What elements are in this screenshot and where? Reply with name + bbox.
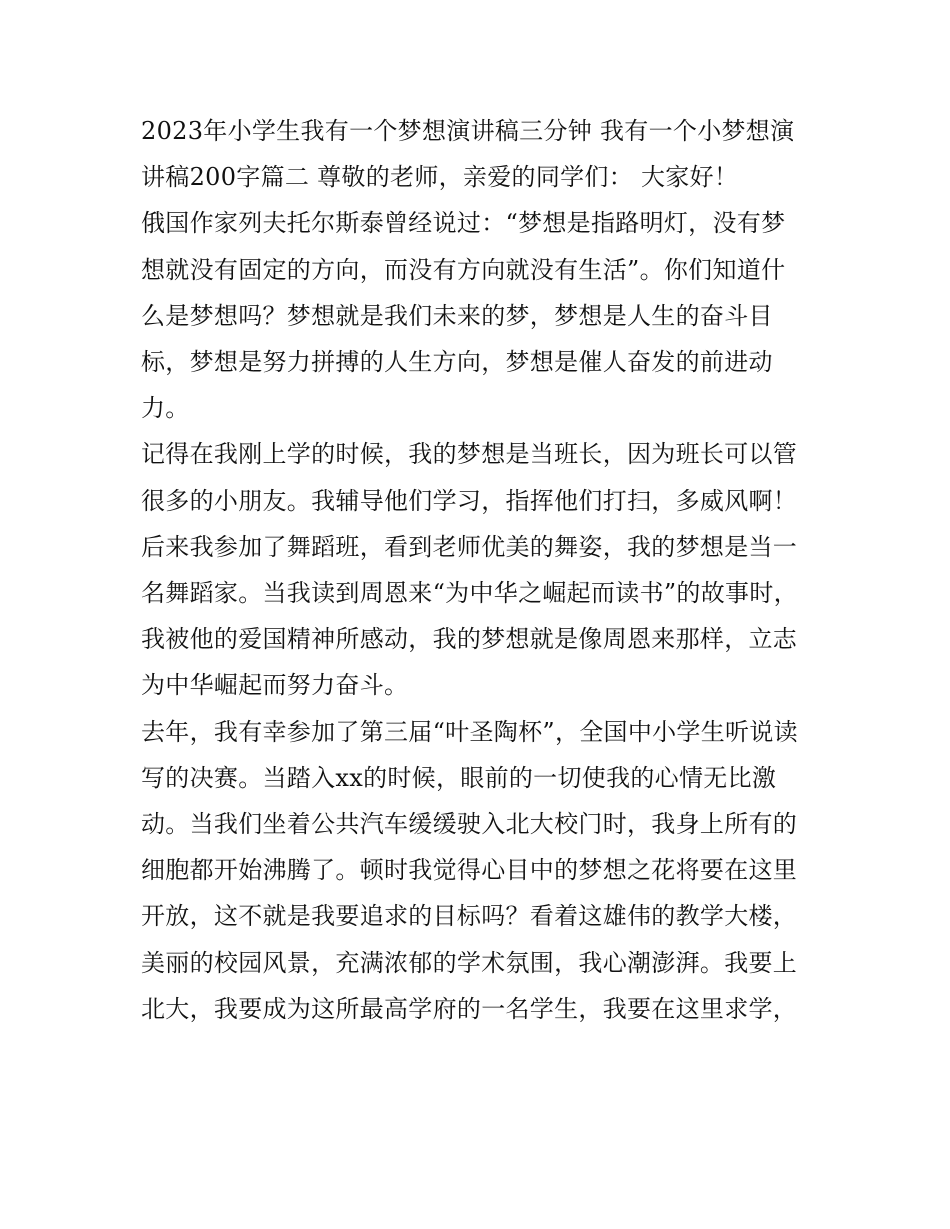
text-line: 么是梦想吗？梦想就是我们未来的梦，梦想是人生的奋斗目 <box>141 301 773 330</box>
text-line: 记得在我刚上学的时候，我的梦想是当班长，因为班长可以管 <box>141 440 798 469</box>
text-line: 北大，我要成为这所最高学府的一名学生，我要在这里求学， <box>141 994 798 1023</box>
text-line: 名舞蹈家。当我读到周恩来“为中华之崛起而读书”的故事时， <box>141 579 798 608</box>
text-line: 动。当我们坐着公共汽车缓缓驶入北大校门时，我身上所有的 <box>141 810 798 839</box>
text-line: 后来我参加了舞蹈班，看到老师优美的舞姿，我的梦想是当一 <box>141 532 798 561</box>
text-line: 很多的小朋友。我辅导他们学习，指挥他们打扫，多威风啊！ <box>141 486 798 515</box>
text-line: 写的决赛。当踏入xx的时候，眼前的一切使我的心情无比激 <box>141 763 777 792</box>
text-line: 2023年小学生我有一个梦想演讲稿三分钟 我有一个小梦想演 <box>141 117 795 145</box>
text-line: 我被他的爱国精神所感动，我的梦想就是像周恩来那样，立志 <box>141 625 798 654</box>
text-line: 标，梦想是努力拼搏的人生方向，梦想是催人奋发的前进动 <box>141 348 773 377</box>
text-line: 为中华崛起而努力奋斗。 <box>141 671 409 700</box>
text-line: 俄国作家列夫托尔斯泰曾经说过：“梦想是指路明灯，没有梦 <box>141 209 786 238</box>
text-line: 力。 <box>141 394 190 423</box>
text-line: 想就没有固定的方向，而没有方向就没有生活”。你们知道什 <box>141 255 786 284</box>
document-body <box>141 108 821 1032</box>
text-line: 美丽的校园风景，充满浓郁的学术氛围，我心潮澎湃。我要上 <box>141 948 798 977</box>
text-line: 细胞都开始沸腾了。顿时我觉得心目中的梦想之花将要在这里 <box>141 856 798 885</box>
text-line: 开放，这不就是我要追求的目标吗？看着这雄伟的教学大楼， <box>141 902 798 931</box>
text-line: 讲稿200字篇二 尊敬的老师，亲爱的同学们： 大家好！ <box>141 163 739 192</box>
text-line: 去年，我有幸参加了第三届“叶圣陶杯”，全国中小学生听说读 <box>141 717 798 746</box>
